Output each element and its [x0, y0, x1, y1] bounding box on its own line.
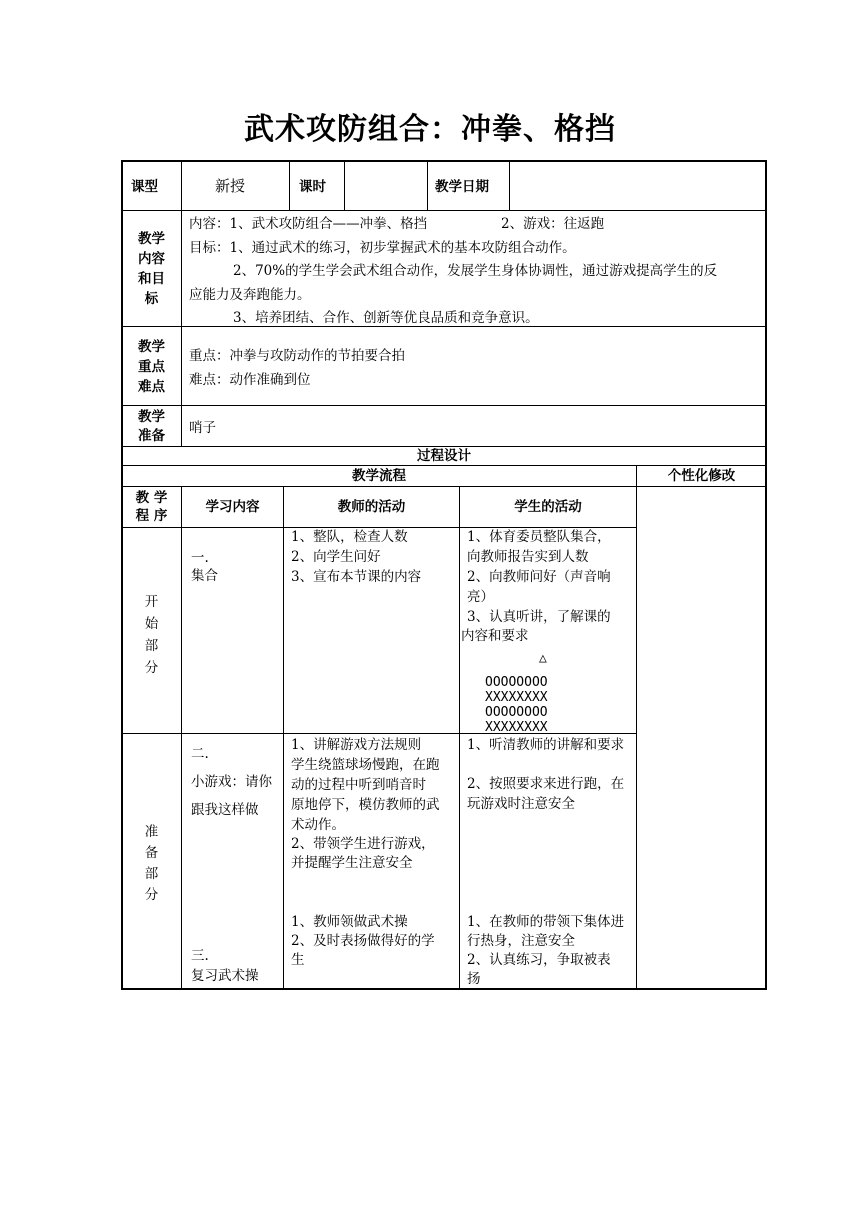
start-student-activity: 2、向教师问好（声音响 [467, 569, 611, 585]
key-point-text: 重点：冲拳与攻防动作的节拍要合拍 [189, 348, 405, 364]
page-title: 武术攻防组合：冲拳、格挡 [244, 112, 616, 147]
start-teacher-activity: 3、宣布本节课的内容 [291, 569, 422, 585]
prep-section-label: 备 [144, 845, 159, 861]
prep-section-label: 准 [144, 824, 159, 840]
prep-section-label: 分 [144, 887, 159, 903]
prep-content: 跟我这样做 [191, 802, 259, 818]
modify-title: 个性化修改 [667, 468, 736, 484]
start-section-label: 部 [144, 638, 159, 654]
grid-line [122, 733, 636, 734]
review-teacher-activity: 生 [291, 952, 305, 968]
grid-line [181, 486, 182, 989]
prep-student-activity: 玩游戏时注意安全 [467, 796, 575, 812]
prep-teacher-activity: 并提醒学生注意安全 [291, 855, 413, 871]
prep-teacher-activity: 原地停下，模仿教师的武 [291, 797, 440, 813]
game-line: 2、游戏：往返跑 [501, 216, 605, 232]
review-content: 复习武术操 [191, 968, 259, 984]
prep-teacher-activity: 学生绕篮球场慢跑，在跑 [291, 757, 440, 773]
review-student-activity: 行热身，注意安全 [467, 933, 575, 949]
prep-section-label: 部 [144, 866, 159, 882]
start-student-activity: 3、认真听讲，了解课的 [467, 609, 611, 625]
prep-content: 二. [191, 746, 209, 762]
goal-line: 目标：1、通过武术的练习，初步掌握武术的基本攻防组合动作。 [189, 240, 576, 256]
formation-row: OOOOOOOO [485, 705, 548, 720]
process-title: 过程设计 [417, 448, 471, 464]
start-section-label: 分 [144, 660, 159, 676]
start-content: 集合 [191, 568, 218, 584]
difficulty-text: 难点：动作准确到位 [189, 372, 311, 388]
content-goals-label: 内容 [138, 251, 165, 267]
prep-teacher-activity: 1、讲解游戏方法规则 [291, 737, 422, 753]
flow-title: 教学流程 [352, 468, 406, 484]
prep-teacher-activity: 术动作。 [291, 817, 345, 833]
grid-line [459, 486, 460, 989]
lesson-date-label: 教学日期 [435, 179, 489, 195]
start-teacher-activity: 1、整队，检查人数 [291, 529, 408, 545]
teacher-header: 教师的活动 [337, 499, 406, 515]
prep-teacher-activity: 动的过程中听到哨音时 [291, 777, 426, 793]
grid-line [122, 486, 766, 487]
content-goals-label: 标 [144, 291, 159, 307]
goal-line: 3、培养团结、合作、创新等优良品质和竞争意识。 [233, 310, 539, 326]
start-teacher-activity: 2、向学生问好 [291, 549, 381, 565]
start-content: 一. [191, 550, 209, 566]
start-student-activity: 内容和要求 [461, 628, 529, 644]
lesson-type-value: 新授 [215, 177, 246, 195]
content-goals-label: 和目 [138, 271, 165, 287]
start-student-activity: 1、体育委员整队集合， [467, 529, 611, 545]
lesson-hours-label: 课时 [299, 179, 326, 195]
review-content: 三. [191, 948, 209, 964]
content-line: 内容：1、武术攻防组合——冲拳、格挡 [189, 216, 428, 232]
prep-teacher-activity: 2、带领学生进行游戏， [291, 836, 435, 852]
student-header: 学生的活动 [514, 499, 582, 515]
start-student-activity: 亮） [467, 589, 494, 605]
key-points-label: 重点 [138, 359, 165, 375]
content-header: 学习内容 [205, 499, 260, 515]
grid-line [509, 161, 510, 210]
procedure-header: 程 序 [135, 508, 168, 524]
goal-line: 2、70%的学生学会武术组合动作，发展学生身体协调性，通过游戏提高学生的反 [233, 263, 718, 279]
prep-student-activity: 2、按照要求来进行跑，在 [467, 776, 625, 792]
content-goals-label: 教学 [138, 231, 165, 247]
review-teacher-activity: 2、及时表扬做得好的学 [291, 933, 435, 949]
preparation-label: 准备 [138, 428, 165, 444]
key-points-label: 教学 [138, 339, 165, 355]
teacher-position-mark: △ [539, 651, 547, 666]
procedure-header: 教 学 [135, 490, 168, 506]
preparation-label: 教学 [138, 409, 165, 425]
review-student-activity: 扬 [467, 971, 481, 987]
grid-line [289, 161, 290, 210]
start-section-label: 开 [144, 594, 159, 610]
grid-line [122, 210, 766, 211]
start-student-activity: 向教师报告实到人数 [467, 549, 589, 565]
grid-line [636, 465, 637, 989]
grid-line [344, 161, 345, 210]
formation-row: XXXXXXXX [485, 690, 548, 705]
goal-line: 应能力及奔跑能力。 [189, 287, 311, 303]
grid-line [122, 405, 766, 406]
key-points-label: 难点 [138, 379, 165, 395]
start-section-label: 始 [144, 616, 159, 632]
formation-row: XXXXXXXX [485, 720, 548, 735]
review-teacher-activity: 1、教师领做武术操 [291, 914, 408, 930]
grid-line [283, 486, 284, 989]
preparation-value: 哨子 [189, 420, 216, 436]
review-student-activity: 2、认真练习，争取被表 [467, 952, 611, 968]
lesson-type-label: 课型 [131, 179, 158, 195]
grid-line [181, 161, 182, 446]
grid-line [427, 161, 428, 210]
review-student-activity: 1、在教师的带领下集体进 [467, 914, 625, 930]
prep-content: 小游戏：请你 [191, 774, 272, 790]
prep-student-activity: 1、听清教师的讲解和要求 [467, 737, 625, 753]
formation-row: OOOOOOOO [485, 675, 548, 690]
